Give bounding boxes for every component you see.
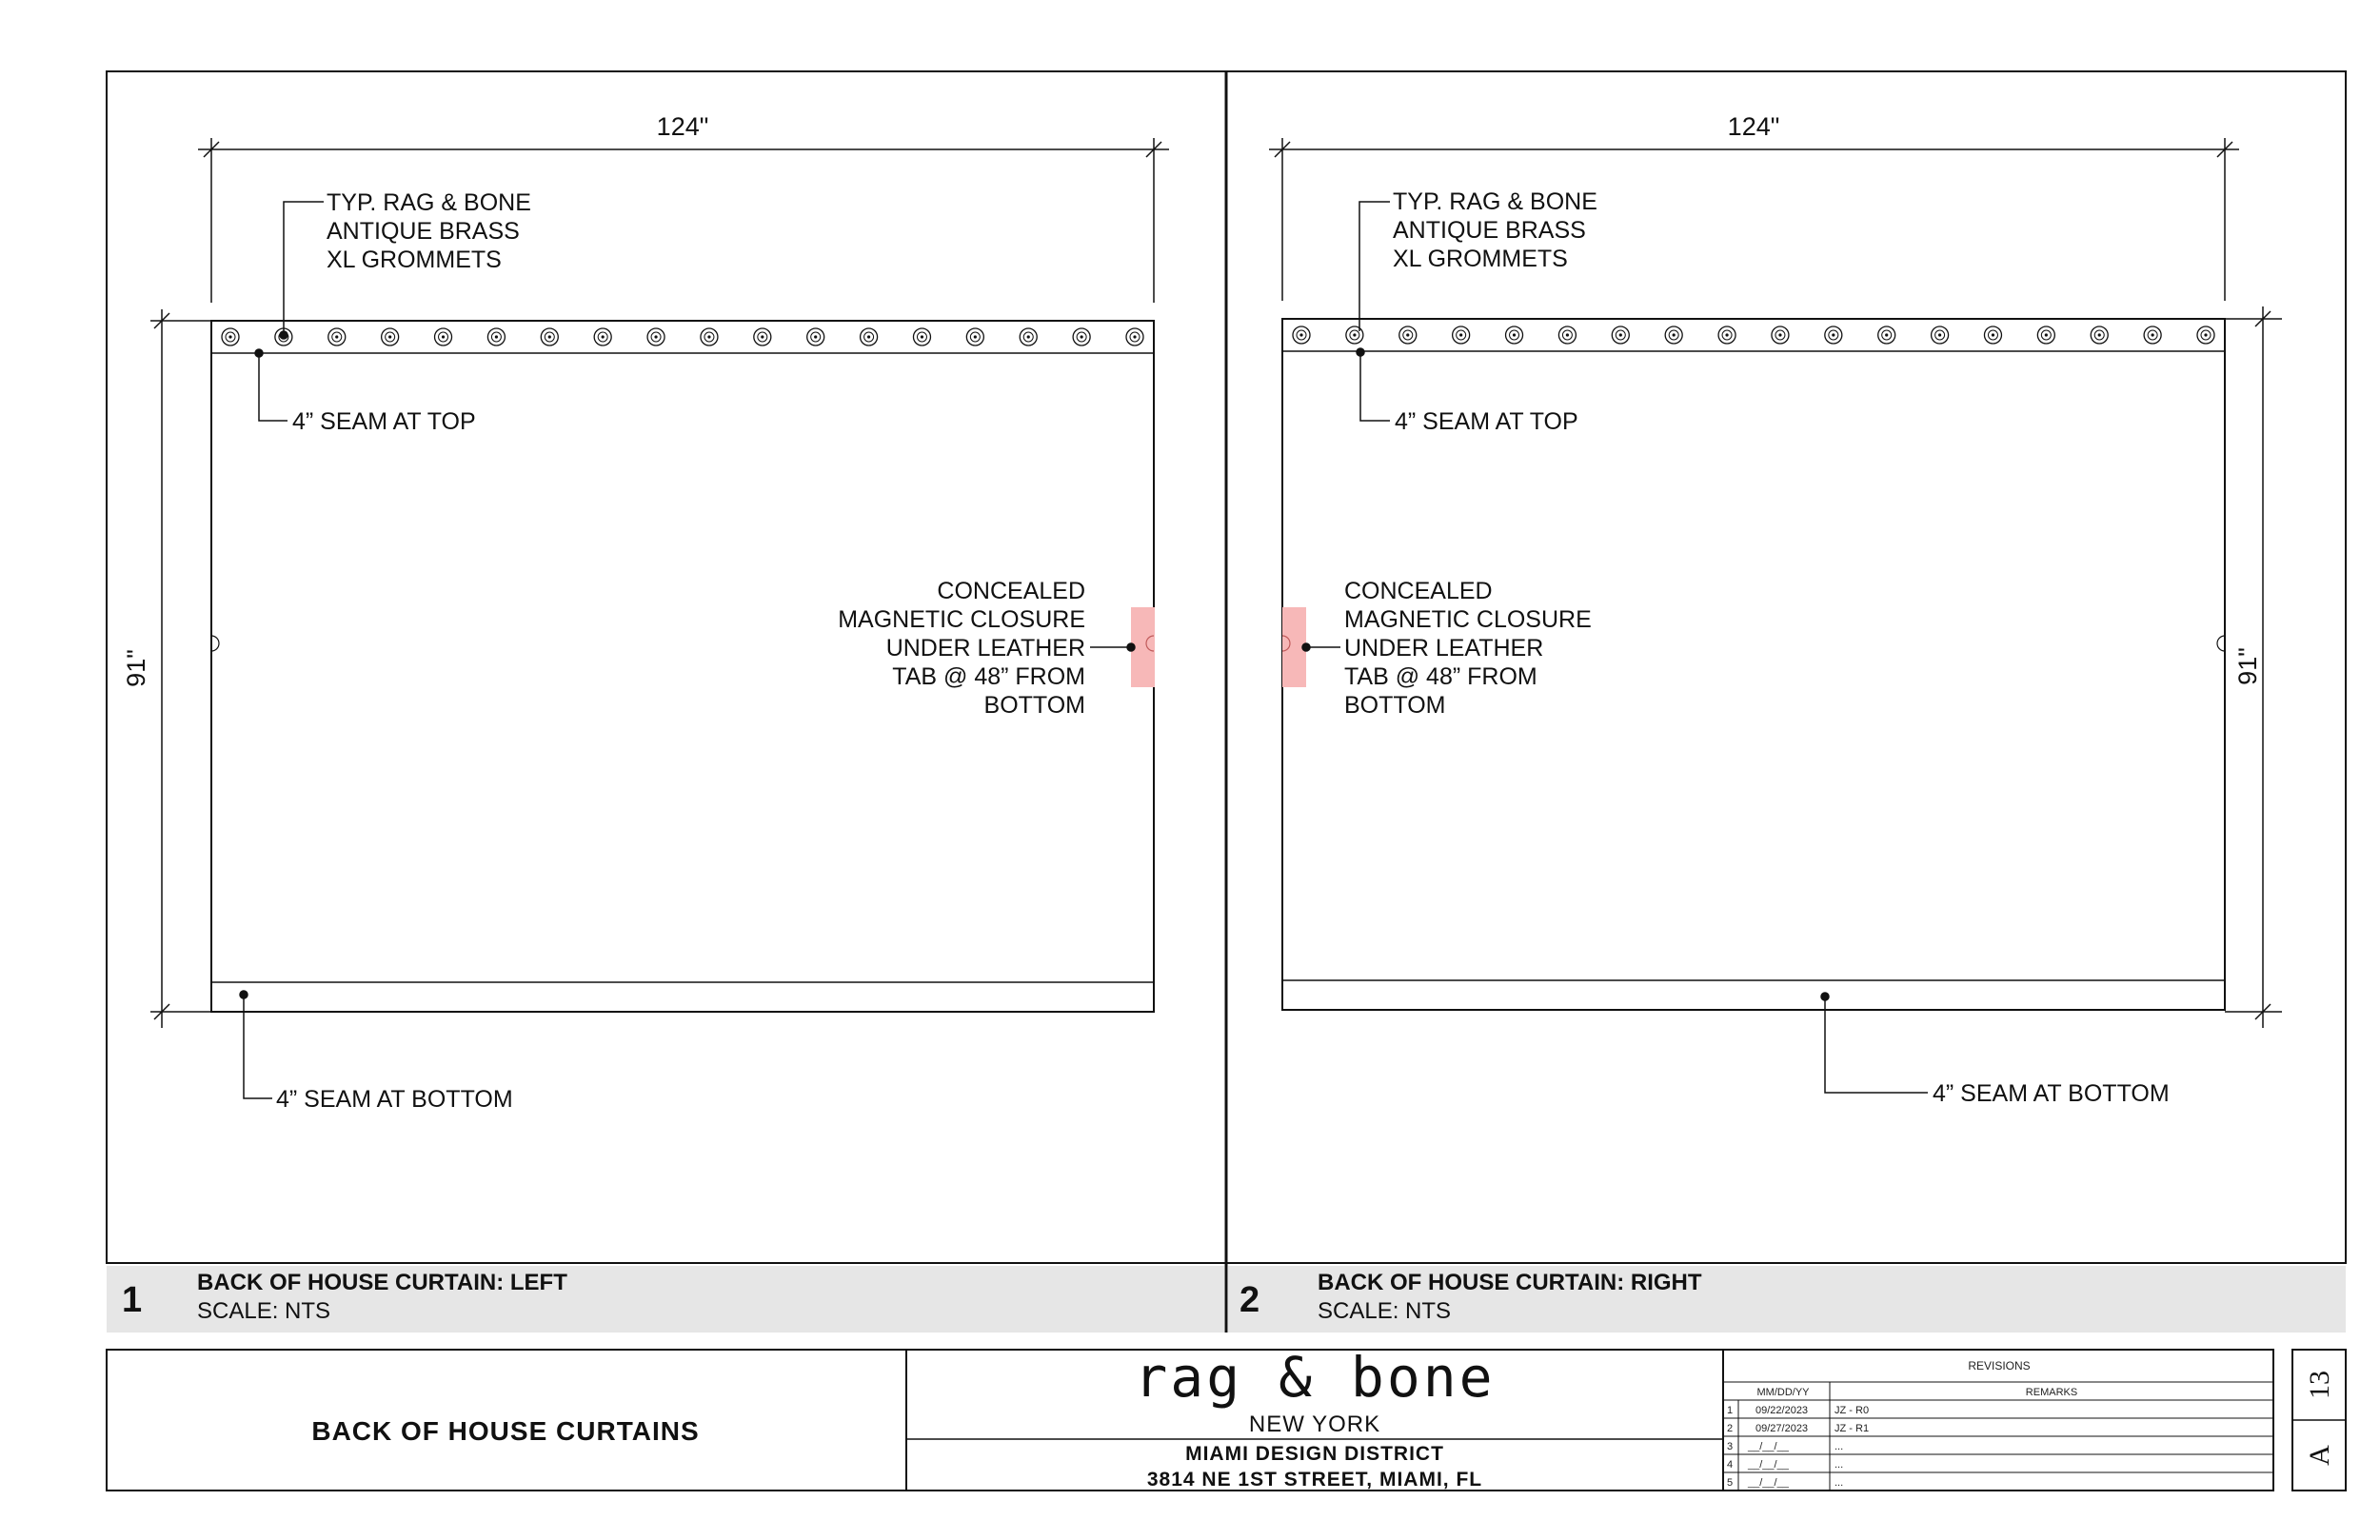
location-address: 3814 NE 1ST STREET, MIAMI, FL	[1146, 1469, 1483, 1491]
grommet-icon	[1073, 328, 1090, 346]
grommet-icon	[2144, 326, 2161, 344]
revisions-header: REVISIONS	[1968, 1359, 2031, 1372]
grommet-row-1	[222, 328, 1143, 346]
closure-leader-2	[1302, 643, 1340, 651]
view-scale-1: SCALE: NTS	[197, 1298, 331, 1324]
rev-row-date: __/__/__	[1748, 1441, 1789, 1452]
sheet-series: A	[2304, 1445, 2335, 1466]
view-scale-2: SCALE: NTS	[1318, 1298, 1452, 1324]
grommet-icon	[435, 328, 452, 346]
seam-bottom-note-1: 4” SEAM AT BOTTOM	[276, 1086, 513, 1113]
view-number-1: 1	[122, 1280, 143, 1320]
width-dim-label-2: 124"	[1727, 112, 1780, 141]
grommet-icon	[541, 328, 558, 346]
grommet-icon	[487, 328, 505, 346]
rev-row-no: 3	[1727, 1441, 1734, 1452]
grommet-icon	[1020, 328, 1037, 346]
seam-top-note-1: 4” SEAM AT TOP	[292, 408, 476, 435]
grommet-icon	[2037, 326, 2054, 344]
height-dimension-1	[150, 309, 214, 1028]
rev-row-no: 5	[1727, 1477, 1734, 1489]
seam-top-leader-2	[1357, 348, 1390, 421]
grommet-icon	[1293, 326, 1310, 344]
grommet-icon	[913, 328, 930, 346]
grommet-icon	[754, 328, 771, 346]
seam-bottom-note-2: 4” SEAM AT BOTTOM	[1933, 1080, 2170, 1107]
grommet-note-2: TYP. RAG & BONE ANTIQUE BRASS XL GROMMETS	[1393, 188, 1597, 272]
sheet-number: 13	[2304, 1371, 2335, 1399]
grommet-icon	[966, 328, 983, 346]
grommet-icon	[1984, 326, 2001, 344]
view-title-2: BACK OF HOUSE CURTAIN: RIGHT	[1318, 1270, 1702, 1295]
grommet-icon	[1126, 328, 1143, 346]
seam-top-note-2: 4” SEAM AT TOP	[1395, 408, 1578, 435]
grommet-icon	[1718, 326, 1735, 344]
grommet-icon	[1399, 326, 1417, 344]
rev-row-date: 09/27/2023	[1755, 1423, 1809, 1434]
rev-row-remarks: JZ - R1	[1835, 1423, 1870, 1434]
grommet-icon	[701, 328, 718, 346]
grommet-icon	[2091, 326, 2108, 344]
side-mark-1	[211, 636, 219, 651]
grommet-icon	[1665, 326, 1682, 344]
grommet-icon	[1772, 326, 1789, 344]
grommet-icon	[1558, 326, 1576, 344]
brand-logo: rag & bone	[1134, 1345, 1496, 1410]
rev-row-remarks: JZ - R0	[1835, 1405, 1870, 1416]
rev-row-date: 09/22/2023	[1755, 1405, 1809, 1416]
rev-col-remarks: REMARKS	[2025, 1387, 2078, 1398]
grommet-icon	[1878, 326, 1895, 344]
seam-bottom-leader-1	[240, 991, 272, 1098]
view-left-curtain	[122, 112, 1169, 1324]
closure-leader-1	[1090, 643, 1135, 651]
rev-row-date: __/__/__	[1748, 1459, 1789, 1471]
grommet-leader-2	[1359, 202, 1390, 331]
view-number-2: 2	[1240, 1280, 1260, 1320]
grommet-leader-1	[280, 202, 324, 339]
rev-col-date: MM/DD/YY	[1756, 1387, 1810, 1398]
location-name: MIAMI DESIGN DISTRICT	[1185, 1443, 1444, 1465]
width-dim-label-1: 124"	[656, 112, 709, 141]
closure-note-2: CONCEALED MAGNETIC CLOSURE UNDER LEATHER TAB @ 48” FROM BOTTOM	[1344, 578, 1592, 719]
grommet-icon	[1506, 326, 1523, 344]
rev-row-no: 1	[1727, 1405, 1734, 1416]
seam-top-leader-1	[255, 349, 288, 421]
revisions-table	[1723, 1359, 2273, 1491]
rev-row-remarks: ...	[1835, 1477, 1844, 1489]
height-dim-label-2: 91"	[2233, 647, 2262, 685]
grommet-icon	[382, 328, 399, 346]
title-block	[107, 1345, 2346, 1491]
grommet-icon	[1825, 326, 1842, 344]
grommet-note-1: TYP. RAG & BONE ANTIQUE BRASS XL GROMMETS	[327, 189, 531, 273]
grommet-icon	[1612, 326, 1629, 344]
seam-bottom-leader-2	[1821, 993, 1928, 1093]
rev-row-date: __/__/__	[1748, 1477, 1789, 1489]
grommet-icon	[861, 328, 878, 346]
view-right-curtain	[1240, 112, 2282, 1324]
rev-row-remarks: ...	[1835, 1441, 1844, 1452]
grommet-icon	[807, 328, 824, 346]
grommet-icon	[2197, 326, 2214, 344]
sheet-title: BACK OF HOUSE CURTAINS	[311, 1416, 700, 1446]
grommet-icon	[1453, 326, 1470, 344]
grommet-row-2	[1293, 326, 2214, 344]
rev-row-no: 4	[1727, 1459, 1734, 1471]
brand-city: NEW YORK	[1248, 1412, 1381, 1437]
rev-row-no: 2	[1727, 1423, 1734, 1434]
grommet-icon	[1932, 326, 1949, 344]
grommet-icon	[647, 328, 664, 346]
rev-row-remarks: ...	[1835, 1459, 1844, 1471]
view-title-1: BACK OF HOUSE CURTAIN: LEFT	[197, 1270, 567, 1295]
side-mark-2	[2217, 636, 2225, 651]
grommet-icon	[328, 328, 346, 346]
grommet-icon	[594, 328, 611, 346]
grommet-icon	[1346, 326, 1363, 344]
height-dim-label-1: 91"	[122, 649, 150, 687]
grommet-icon	[222, 328, 239, 346]
closure-note-1: CONCEALED MAGNETIC CLOSURE UNDER LEATHER TAB @ 48” FROM BOTTOM	[838, 578, 1085, 719]
